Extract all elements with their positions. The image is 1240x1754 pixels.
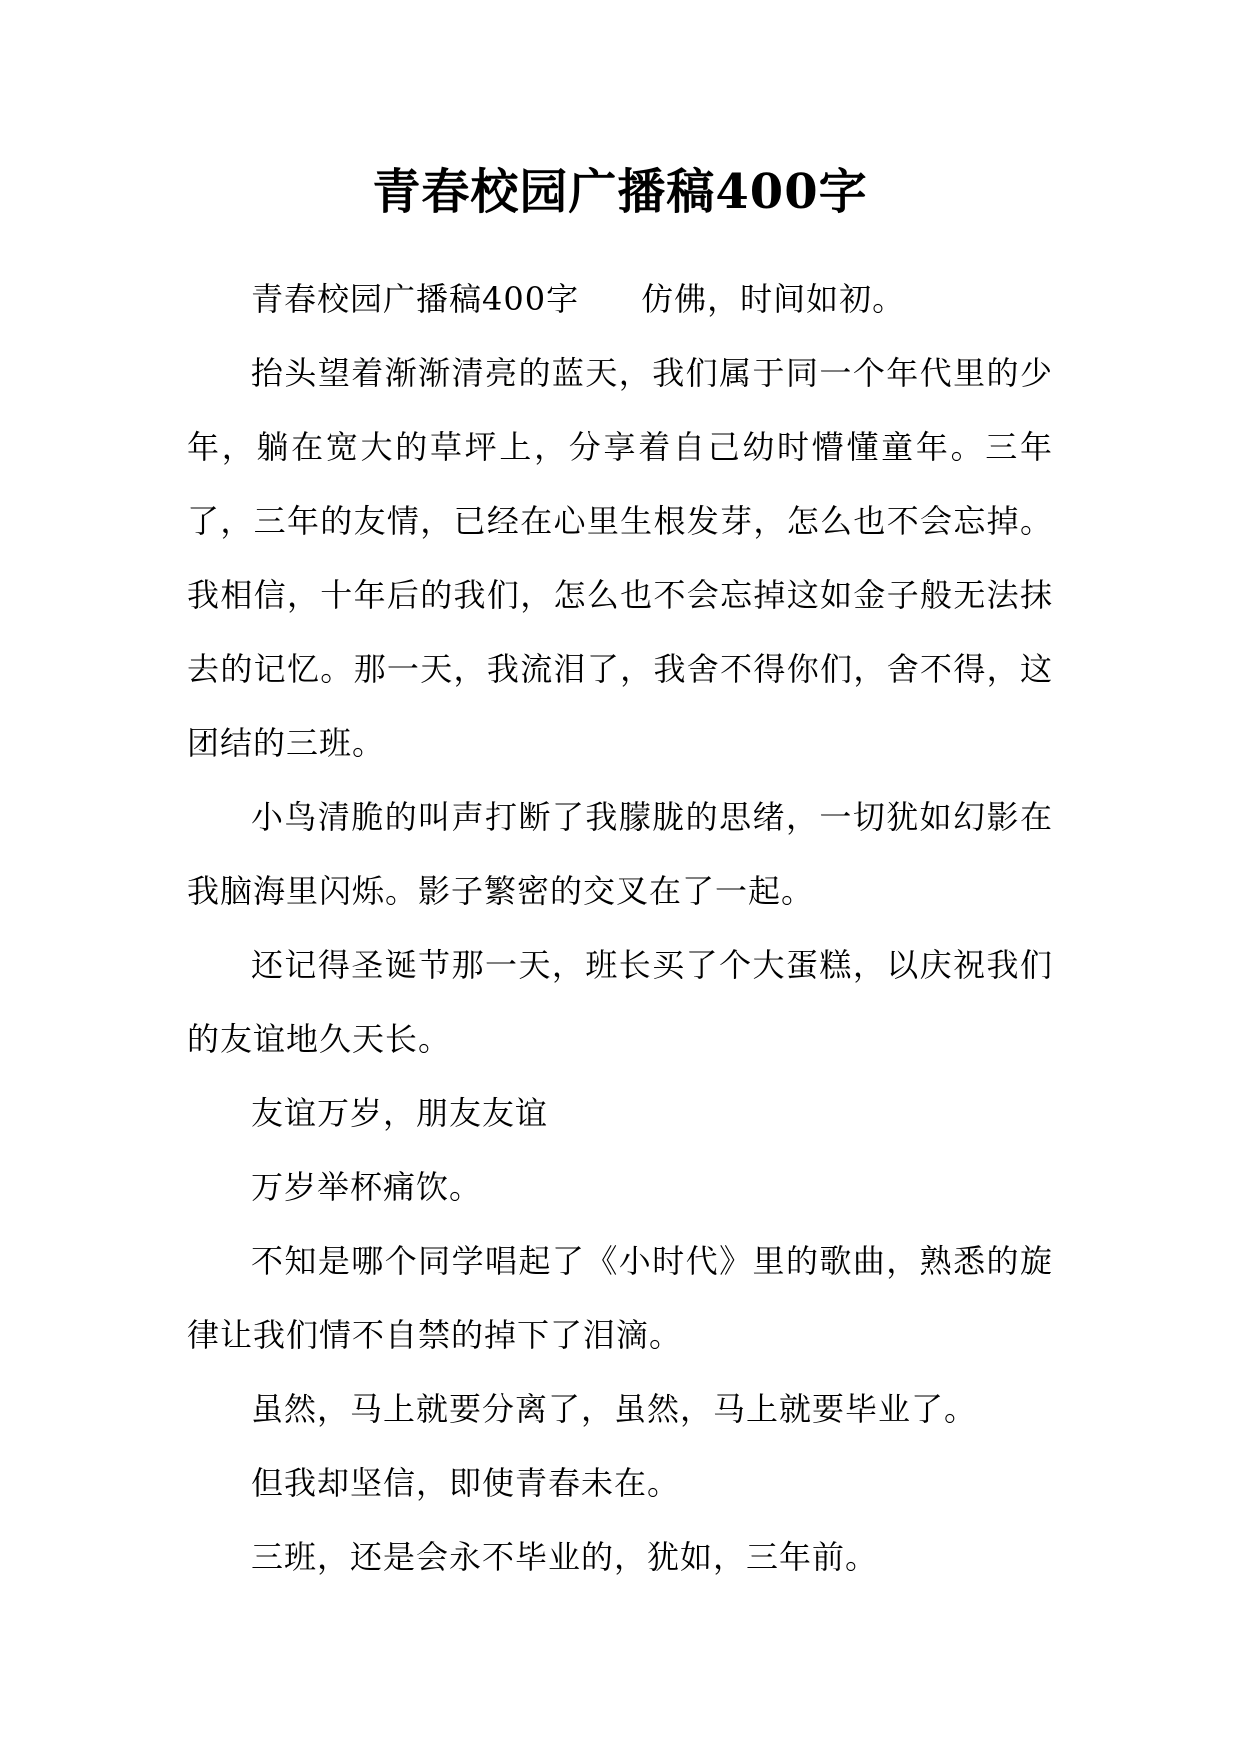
document-body (187, 262, 1053, 1594)
paragraph: 万岁举杯痛饮。 (251, 1168, 483, 1206)
paragraph: 但我却坚信，即使青春未在。 (251, 1464, 681, 1502)
paragraph: 小鸟清脆的叫声打断了我朦胧的思绪，一切犹如幻影在我脑海里闪烁。影子繁密的交叉在了一起。 (187, 798, 1053, 910)
intro-paragraph (187, 262, 1053, 336)
paragraph: 虽然，马上就要分离了，虽然，马上就要毕业了。 (251, 1390, 978, 1428)
document-title: 青春校园广播稿400字 (372, 164, 868, 220)
paragraph: 友谊万岁，朋友友谊 (251, 1094, 549, 1132)
paragraph: 不知是哪个同学唱起了《小时代》里的歌曲，熟悉的旋律让我们情不自禁的掉下了泪滴。 (187, 1242, 1053, 1354)
paragraph: 还记得圣诞节那一天，班长买了个大蛋糕，以庆祝我们的友谊地久天长。 (187, 946, 1053, 1058)
intro-text: 仿佛，时间如初。 (641, 280, 906, 318)
paragraph: 三班，还是会永不毕业的，犹如，三年前。 (251, 1538, 879, 1576)
intro-heading: 青春校园广播稿400字 (251, 280, 580, 318)
paragraph: 抬头望着渐渐清亮的蓝天，我们属于同一个年代里的少年，躺在宽大的草坪上，分享着自己幼时懵懂童年。三年了，三年的友情，已经在心里生根发芽，怎么也不会忘掉。我相信，十年后的我们，怎么也不会忘掉这如金子般无法抹去的记忆。那一天，我流泪了，我舍不得你们，舍不得，这团结的三班。 (187, 354, 1053, 762)
